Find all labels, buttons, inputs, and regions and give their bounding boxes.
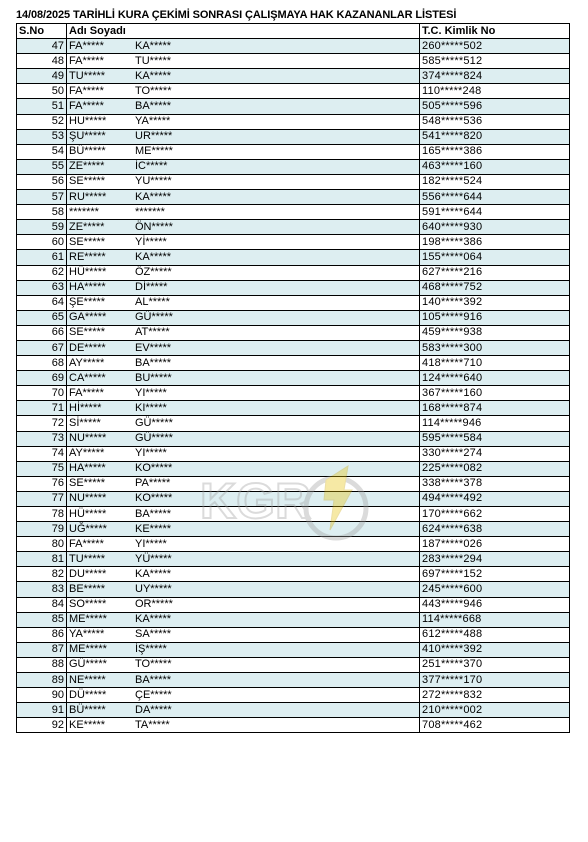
row-last-name: GÜ***** xyxy=(135,432,173,445)
row-tc-number: 260*****502 xyxy=(420,39,570,54)
table-row xyxy=(17,431,570,446)
row-number: 90 xyxy=(17,688,67,703)
row-tc-number: 330*****274 xyxy=(420,446,570,461)
row-name xyxy=(67,310,420,325)
row-number: 54 xyxy=(17,144,67,159)
row-number: 75 xyxy=(17,461,67,476)
row-number: 87 xyxy=(17,642,67,657)
row-last-name: KA***** xyxy=(135,613,172,626)
row-first-name: ******* xyxy=(69,205,99,218)
row-first-name: SE***** xyxy=(69,326,106,339)
row-first-name: Hİ***** xyxy=(69,401,102,414)
row-last-name: BU***** xyxy=(135,371,172,384)
table-row xyxy=(17,84,570,99)
table-row xyxy=(17,220,570,235)
row-name xyxy=(67,114,420,129)
row-name xyxy=(67,507,420,522)
table-row xyxy=(17,54,570,69)
header-tc: T.C. Kimlik No xyxy=(420,24,570,39)
row-number: 89 xyxy=(17,673,67,688)
row-last-name: KO***** xyxy=(135,462,173,475)
row-name xyxy=(67,69,420,84)
row-first-name: ZE***** xyxy=(69,160,105,173)
table-row xyxy=(17,190,570,205)
row-first-name: AY***** xyxy=(69,356,105,369)
row-first-name: NU***** xyxy=(69,492,107,505)
table-row xyxy=(17,612,570,627)
row-first-name: FA***** xyxy=(69,39,104,52)
row-name xyxy=(67,144,420,159)
row-name xyxy=(67,703,420,718)
row-name xyxy=(67,718,420,733)
row-name xyxy=(67,476,420,491)
row-tc-number: 548*****536 xyxy=(420,114,570,129)
row-name xyxy=(67,642,420,657)
row-name xyxy=(67,159,420,174)
row-number: 77 xyxy=(17,491,67,506)
row-number: 72 xyxy=(17,416,67,431)
row-first-name: FA***** xyxy=(69,386,104,399)
row-first-name: YA***** xyxy=(69,628,105,641)
row-name xyxy=(67,54,420,69)
table-row xyxy=(17,597,570,612)
row-name xyxy=(67,220,420,235)
row-last-name: İC***** xyxy=(135,160,168,173)
table-row xyxy=(17,144,570,159)
row-number: 59 xyxy=(17,220,67,235)
row-last-name: ÖZ***** xyxy=(135,266,172,279)
row-last-name: KE***** xyxy=(135,522,172,535)
table-row xyxy=(17,522,570,537)
page-title: 14/08/2025 TARİHLİ KURA ÇEKİMİ SONRASI ÇALIŞMAYA HAK KAZANANLAR LİSTESİ xyxy=(16,9,457,21)
row-tc-number: 556*****644 xyxy=(420,190,570,205)
row-first-name: NU***** xyxy=(69,432,107,445)
row-first-name: HA***** xyxy=(69,281,106,294)
row-first-name: ME***** xyxy=(69,613,107,626)
row-last-name: BA***** xyxy=(135,356,172,369)
row-name xyxy=(67,295,420,310)
table-row xyxy=(17,250,570,265)
row-tc-number: 697*****152 xyxy=(420,567,570,582)
row-tc-number: 283*****294 xyxy=(420,552,570,567)
row-tc-number: 168*****874 xyxy=(420,401,570,416)
row-number: 62 xyxy=(17,265,67,280)
row-tc-number: 595*****584 xyxy=(420,431,570,446)
table-row xyxy=(17,567,570,582)
row-name xyxy=(67,265,420,280)
row-first-name: DE***** xyxy=(69,341,106,354)
table-row xyxy=(17,386,570,401)
row-name xyxy=(67,280,420,295)
row-tc-number: 170*****662 xyxy=(420,507,570,522)
row-first-name: GA***** xyxy=(69,311,107,324)
row-name xyxy=(67,129,420,144)
row-first-name: HA***** xyxy=(69,462,106,475)
row-tc-number: 245*****600 xyxy=(420,582,570,597)
row-last-name: KA***** xyxy=(135,39,172,52)
row-number: 52 xyxy=(17,114,67,129)
row-name xyxy=(67,235,420,250)
row-first-name: GÜ***** xyxy=(69,658,107,671)
winners-table xyxy=(16,23,570,733)
row-number: 48 xyxy=(17,54,67,69)
row-number: 65 xyxy=(17,310,67,325)
row-first-name: FA***** xyxy=(69,100,104,113)
row-last-name: OR***** xyxy=(135,598,173,611)
table-row xyxy=(17,295,570,310)
row-last-name: BA***** xyxy=(135,673,172,686)
header-sno: S.No xyxy=(17,24,67,39)
row-last-name: EV***** xyxy=(135,341,172,354)
table-row xyxy=(17,401,570,416)
row-number: 78 xyxy=(17,507,67,522)
row-tc-number: 627*****216 xyxy=(420,265,570,280)
row-last-name: YI***** xyxy=(135,537,167,550)
row-tc-number: 140*****392 xyxy=(420,295,570,310)
row-name xyxy=(67,597,420,612)
row-tc-number: 114*****668 xyxy=(420,612,570,627)
row-name xyxy=(67,205,420,220)
watermark-text: KGR xyxy=(200,473,312,529)
table-row xyxy=(17,507,570,522)
table-row xyxy=(17,39,570,54)
row-last-name: AL***** xyxy=(135,296,170,309)
row-name xyxy=(67,356,420,371)
row-first-name: SE***** xyxy=(69,175,106,188)
row-tc-number: 583*****300 xyxy=(420,340,570,355)
row-number: 79 xyxy=(17,522,67,537)
row-last-name: İŞ***** xyxy=(135,643,167,656)
row-name xyxy=(67,461,420,476)
row-first-name: UĞ***** xyxy=(69,522,107,535)
row-tc-number: 612*****488 xyxy=(420,627,570,642)
row-tc-number: 418*****710 xyxy=(420,356,570,371)
row-last-name: KA***** xyxy=(135,250,172,263)
table-row xyxy=(17,235,570,250)
row-last-name: SA***** xyxy=(135,628,172,641)
row-first-name: ME***** xyxy=(69,643,107,656)
row-last-name: BA***** xyxy=(135,507,172,520)
row-tc-number: 468*****752 xyxy=(420,280,570,295)
row-first-name: ŞU***** xyxy=(69,130,106,143)
row-first-name: HÜ***** xyxy=(69,266,107,279)
table-row xyxy=(17,265,570,280)
row-number: 60 xyxy=(17,235,67,250)
row-name xyxy=(67,84,420,99)
row-number: 51 xyxy=(17,99,67,114)
row-first-name: RE***** xyxy=(69,250,106,263)
row-last-name: Dİ***** xyxy=(135,281,168,294)
row-name xyxy=(67,522,420,537)
row-last-name: UY***** xyxy=(135,583,172,596)
row-number: 88 xyxy=(17,657,67,672)
row-number: 53 xyxy=(17,129,67,144)
table-row xyxy=(17,476,570,491)
row-first-name: FA***** xyxy=(69,537,104,550)
row-tc-number: 463*****160 xyxy=(420,159,570,174)
table-row xyxy=(17,642,570,657)
row-number: 80 xyxy=(17,537,67,552)
row-first-name: NE***** xyxy=(69,673,106,686)
row-first-name: BÜ***** xyxy=(69,703,106,716)
row-number: 63 xyxy=(17,280,67,295)
table-row xyxy=(17,356,570,371)
row-tc-number: 110*****248 xyxy=(420,84,570,99)
row-number: 56 xyxy=(17,174,67,189)
row-tc-number: 187*****026 xyxy=(420,537,570,552)
row-tc-number: 459*****938 xyxy=(420,325,570,340)
row-number: 86 xyxy=(17,627,67,642)
row-last-name: PA***** xyxy=(135,477,171,490)
row-name xyxy=(67,537,420,552)
row-tc-number: 367*****160 xyxy=(420,386,570,401)
table-row xyxy=(17,416,570,431)
row-number: 83 xyxy=(17,582,67,597)
row-tc-number: 374*****824 xyxy=(420,69,570,84)
row-first-name: DÜ***** xyxy=(69,688,107,701)
table-row xyxy=(17,537,570,552)
row-name xyxy=(67,39,420,54)
row-tc-number: 225*****082 xyxy=(420,461,570,476)
table-header-row xyxy=(17,24,570,39)
row-first-name: Sİ***** xyxy=(69,416,101,429)
row-tc-number: 182*****524 xyxy=(420,174,570,189)
row-first-name: BE***** xyxy=(69,583,106,596)
table-row xyxy=(17,371,570,386)
row-first-name: HÜ***** xyxy=(69,507,107,520)
row-name xyxy=(67,371,420,386)
row-name xyxy=(67,657,420,672)
row-tc-number: 377*****170 xyxy=(420,673,570,688)
row-number: 47 xyxy=(17,39,67,54)
table-row xyxy=(17,340,570,355)
row-tc-number: 494*****492 xyxy=(420,491,570,506)
row-tc-number: 105*****916 xyxy=(420,310,570,325)
row-name xyxy=(67,673,420,688)
row-number: 69 xyxy=(17,371,67,386)
row-number: 61 xyxy=(17,250,67,265)
header-name: Adı Soyadı xyxy=(67,24,420,39)
row-number: 55 xyxy=(17,159,67,174)
row-tc-number: 708*****462 xyxy=(420,718,570,733)
row-first-name: HU***** xyxy=(69,115,107,128)
table-row xyxy=(17,174,570,189)
row-tc-number: 541*****820 xyxy=(420,129,570,144)
row-tc-number: 155*****064 xyxy=(420,250,570,265)
table-row xyxy=(17,99,570,114)
row-last-name: YU***** xyxy=(135,175,172,188)
row-number: 85 xyxy=(17,612,67,627)
row-number: 92 xyxy=(17,718,67,733)
row-number: 70 xyxy=(17,386,67,401)
row-last-name: Yİ***** xyxy=(135,235,167,248)
row-name xyxy=(67,416,420,431)
table-row xyxy=(17,673,570,688)
row-tc-number: 443*****946 xyxy=(420,597,570,612)
row-last-name: YI***** xyxy=(135,386,167,399)
row-name xyxy=(67,99,420,114)
row-name xyxy=(67,688,420,703)
table-row xyxy=(17,114,570,129)
table-row xyxy=(17,461,570,476)
row-last-name: KA***** xyxy=(135,190,172,203)
row-first-name: KE***** xyxy=(69,718,106,731)
row-last-name: GÜ***** xyxy=(135,311,173,324)
row-tc-number: 585*****512 xyxy=(420,54,570,69)
table-row xyxy=(17,552,570,567)
row-first-name: RU***** xyxy=(69,190,107,203)
row-first-name: AY***** xyxy=(69,447,105,460)
row-first-name: DU***** xyxy=(69,567,107,580)
row-first-name: SE***** xyxy=(69,477,106,490)
row-tc-number: 591*****644 xyxy=(420,205,570,220)
row-number: 58 xyxy=(17,205,67,220)
row-last-name: KA***** xyxy=(135,567,172,580)
table-row xyxy=(17,310,570,325)
row-name xyxy=(67,190,420,205)
table-row xyxy=(17,688,570,703)
row-last-name: ÇE***** xyxy=(135,688,172,701)
row-tc-number: 210*****002 xyxy=(420,703,570,718)
row-first-name: TU***** xyxy=(69,69,106,82)
row-first-name: ŞE***** xyxy=(69,296,106,309)
row-name xyxy=(67,325,420,340)
row-name xyxy=(67,386,420,401)
row-last-name: KI***** xyxy=(135,401,167,414)
row-first-name: BÜ***** xyxy=(69,145,106,158)
table-row xyxy=(17,657,570,672)
row-last-name: ******* xyxy=(135,205,165,218)
row-last-name: AT***** xyxy=(135,326,170,339)
row-tc-number: 124*****640 xyxy=(420,371,570,386)
table-row xyxy=(17,205,570,220)
table-row xyxy=(17,159,570,174)
row-last-name: ME***** xyxy=(135,145,173,158)
row-number: 81 xyxy=(17,552,67,567)
row-name xyxy=(67,567,420,582)
row-last-name: ÖN***** xyxy=(135,220,173,233)
table-row xyxy=(17,718,570,733)
row-tc-number: 624*****638 xyxy=(420,522,570,537)
row-number: 82 xyxy=(17,567,67,582)
table-row xyxy=(17,69,570,84)
row-number: 74 xyxy=(17,446,67,461)
table-row xyxy=(17,325,570,340)
row-last-name: BA***** xyxy=(135,100,172,113)
table-row xyxy=(17,582,570,597)
row-name xyxy=(67,582,420,597)
row-last-name: YÜ***** xyxy=(135,552,172,565)
row-name xyxy=(67,627,420,642)
row-first-name: FA***** xyxy=(69,84,104,97)
row-name xyxy=(67,446,420,461)
row-last-name: TA***** xyxy=(135,718,170,731)
row-last-name: YA***** xyxy=(135,115,171,128)
row-last-name: GÜ***** xyxy=(135,416,173,429)
row-number: 66 xyxy=(17,325,67,340)
row-tc-number: 251*****370 xyxy=(420,657,570,672)
row-name xyxy=(67,250,420,265)
row-last-name: TU***** xyxy=(135,54,172,67)
row-name xyxy=(67,174,420,189)
row-tc-number: 640*****930 xyxy=(420,220,570,235)
row-first-name: FA***** xyxy=(69,54,104,67)
row-last-name: YI***** xyxy=(135,447,167,460)
row-number: 71 xyxy=(17,401,67,416)
row-last-name: UR***** xyxy=(135,130,173,143)
row-number: 73 xyxy=(17,431,67,446)
row-last-name: TO***** xyxy=(135,84,172,97)
table-row xyxy=(17,129,570,144)
row-name xyxy=(67,491,420,506)
row-tc-number: 165*****386 xyxy=(420,144,570,159)
row-name xyxy=(67,612,420,627)
row-last-name: KA***** xyxy=(135,69,172,82)
row-name xyxy=(67,431,420,446)
table-row xyxy=(17,491,570,506)
table-row xyxy=(17,446,570,461)
row-first-name: CA***** xyxy=(69,371,106,384)
row-number: 50 xyxy=(17,84,67,99)
row-number: 49 xyxy=(17,69,67,84)
row-number: 67 xyxy=(17,340,67,355)
row-first-name: SO***** xyxy=(69,598,107,611)
row-first-name: TU***** xyxy=(69,552,106,565)
row-number: 76 xyxy=(17,476,67,491)
table-row xyxy=(17,627,570,642)
table-row xyxy=(17,703,570,718)
row-tc-number: 505*****596 xyxy=(420,99,570,114)
row-last-name: KO***** xyxy=(135,492,173,505)
row-last-name: DA***** xyxy=(135,703,172,716)
table-row xyxy=(17,280,570,295)
row-tc-number: 410*****392 xyxy=(420,642,570,657)
row-number: 64 xyxy=(17,295,67,310)
row-name xyxy=(67,340,420,355)
row-number: 84 xyxy=(17,597,67,612)
row-tc-number: 114*****946 xyxy=(420,416,570,431)
row-number: 91 xyxy=(17,703,67,718)
row-name xyxy=(67,401,420,416)
row-number: 57 xyxy=(17,190,67,205)
row-tc-number: 198*****386 xyxy=(420,235,570,250)
row-tc-number: 272*****832 xyxy=(420,688,570,703)
row-number: 68 xyxy=(17,356,67,371)
row-first-name: ZE***** xyxy=(69,220,105,233)
table-body xyxy=(17,39,570,733)
row-first-name: SE***** xyxy=(69,235,106,248)
row-name xyxy=(67,552,420,567)
row-last-name: TO***** xyxy=(135,658,172,671)
row-tc-number: 338*****378 xyxy=(420,476,570,491)
